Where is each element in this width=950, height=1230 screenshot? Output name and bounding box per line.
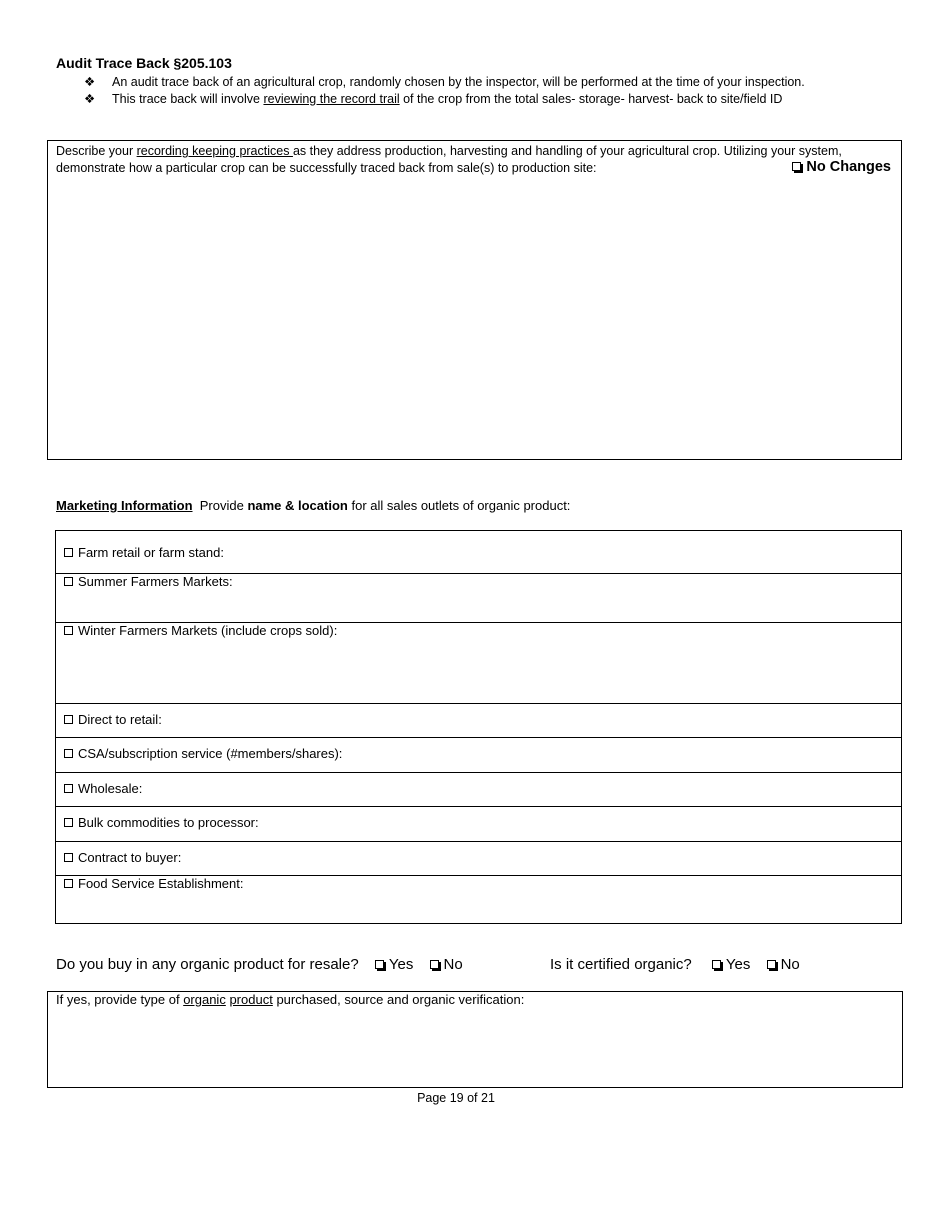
checkbox-icon[interactable] xyxy=(64,749,73,758)
checkbox-icon[interactable] xyxy=(767,960,776,969)
checkbox-icon[interactable] xyxy=(712,960,721,969)
outlet-row[interactable]: Summer Farmers Markets: xyxy=(56,573,901,623)
certified-yes-option[interactable]: Yes xyxy=(712,956,750,973)
outlet-row[interactable]: Bulk commodities to processor: xyxy=(56,806,901,842)
page-number: Page 19 of 21 xyxy=(417,1091,495,1105)
diamond-bullet-icon: ❖ xyxy=(84,92,96,106)
outlet-row[interactable]: Contract to buyer: xyxy=(56,841,901,876)
marketing-heading: Marketing Information Provide name & location for all sales outlets of organic product: xyxy=(56,498,571,513)
certified-no-option[interactable]: No xyxy=(767,956,800,973)
outlet-row[interactable]: Direct to retail: xyxy=(56,703,901,738)
checkbox-icon[interactable] xyxy=(64,715,73,724)
record-keeping-prompt: Describe your recording keeping practices as they address production, harvesting and handling of your agricultural crop. Utilizing your system, demonstrate how a particular crop can be successfully traced back from sale(s) to production site: xyxy=(56,144,842,175)
checkbox-icon[interactable] xyxy=(64,818,73,827)
no-changes-checkbox[interactable]: No Changes xyxy=(792,159,891,175)
organic-product-textbox[interactable] xyxy=(47,991,903,1088)
record-keeping-textbox[interactable] xyxy=(47,140,902,460)
checkbox-icon[interactable] xyxy=(64,879,73,888)
checkbox-icon[interactable] xyxy=(792,162,801,171)
outlet-row[interactable]: Winter Farmers Markets (include crops sold): xyxy=(56,622,901,704)
audit-bullet-2: ❖ This trace back will involve reviewing the record trail of the crop from the total sales- storage- harvest- back to site/field ID xyxy=(84,92,783,106)
checkbox-icon[interactable] xyxy=(64,577,73,586)
checkbox-icon[interactable] xyxy=(64,784,73,793)
outlet-row[interactable]: Farm retail or farm stand: xyxy=(56,531,901,574)
resale-yes-option[interactable]: Yes xyxy=(375,956,413,973)
outlet-row[interactable]: Wholesale: xyxy=(56,772,901,807)
organic-product-prompt: If yes, provide type of organic product purchased, source and organic verification: xyxy=(56,992,525,1007)
certified-question: Is it certified organic? Yes No xyxy=(550,956,800,973)
audit-bullet-1 xyxy=(84,74,805,89)
outlet-row[interactable]: Food Service Establishment: xyxy=(56,875,901,923)
diamond-bullet-icon: ❖ xyxy=(84,75,96,89)
sales-outlets-table xyxy=(55,530,902,924)
audit-bullet-1-text: An audit trace back of an agricultural crop, randomly chosen by the inspector, will be performed at the time of your inspection. xyxy=(112,75,805,89)
resale-question: Do you buy in any organic product for resale? Yes No xyxy=(56,956,463,973)
checkbox-icon[interactable] xyxy=(64,626,73,635)
resale-no-option[interactable]: No xyxy=(430,956,463,973)
section-title-audit: Audit Trace Back §205.103 xyxy=(56,55,232,71)
checkbox-icon[interactable] xyxy=(64,548,73,557)
record-trail-underlined: reviewing the record trail xyxy=(263,92,400,106)
outlet-row[interactable]: CSA/subscription service (#members/shares): xyxy=(56,737,901,773)
checkbox-icon[interactable] xyxy=(64,853,73,862)
checkbox-icon[interactable] xyxy=(375,960,384,969)
checkbox-icon[interactable] xyxy=(430,960,439,969)
